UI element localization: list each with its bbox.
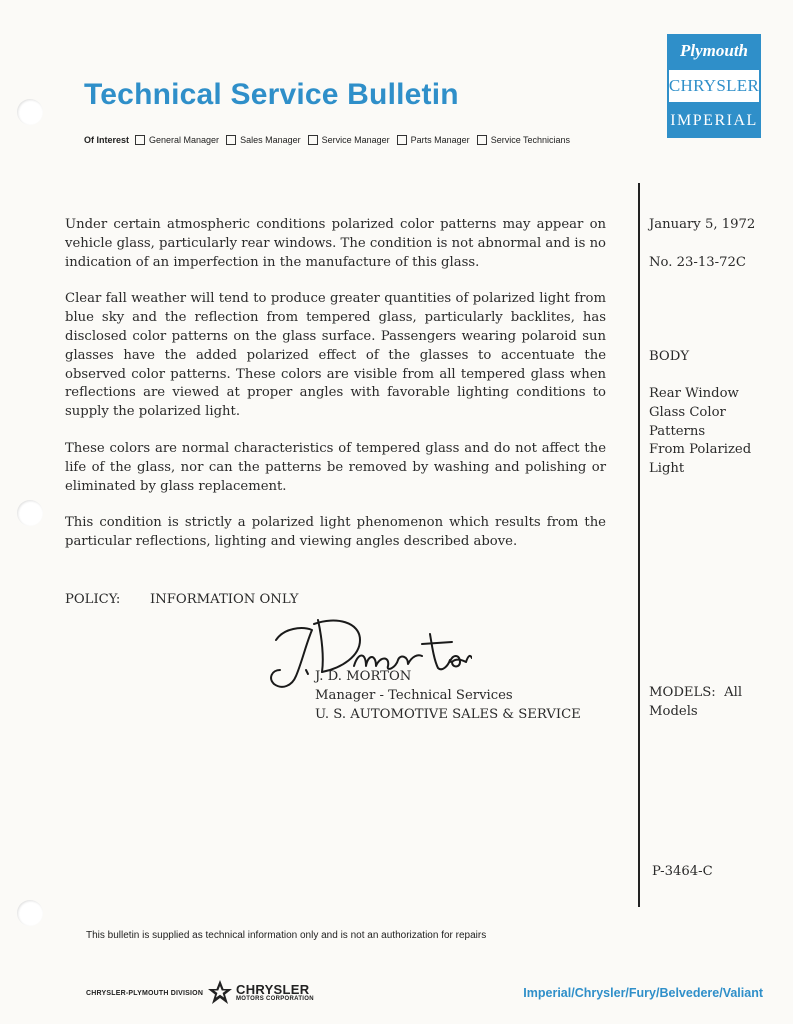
bulletin-body [65,216,606,570]
form-number: P-3464-C [652,864,713,879]
checkbox-sales-manager[interactable]: Sales Manager [226,135,301,145]
interest-label: Of Interest [84,135,130,145]
division-name: CHRYSLER-PLYMOUTH DIVISION [86,990,204,997]
footer-disclaimer: This bulletin is supplied as technical information only and is not an authorization for repairs [86,930,487,941]
checkbox-parts-manager[interactable]: Parts Manager [397,135,470,145]
checkbox-box [308,135,318,145]
signer-org: U. S. AUTOMOTIVE SALES & SERVICE [315,707,581,722]
subject-line: Glass Color [649,404,726,420]
checkbox-service-manager[interactable]: Service Manager [308,135,390,145]
subject-line: Light [649,461,685,477]
punch-hole-bottom [17,900,43,926]
corp-name: CHRYSLER [236,981,310,997]
policy-value: INFORMATION ONLY [150,592,299,607]
subject-line: Patterns [649,423,706,439]
checkbox-box [397,135,407,145]
models-line-1: MODELS: All [649,685,743,700]
policy-line [65,592,298,607]
corp-subtitle: MOTORS CORPORATION [236,995,314,1002]
bulletin-subject [649,385,751,479]
bulletin-models [649,684,742,722]
chrysler-logo: CHRYSLER [667,68,761,104]
interest-checklist [84,135,577,145]
brand-logos [667,34,761,138]
signer-block [315,667,581,724]
checkbox-box [135,135,145,145]
signer-name: J. D. MORTON [315,669,412,684]
checkbox-box [226,135,236,145]
plymouth-logo: Plymouth [667,34,761,68]
body-paragraph: These colors are normal characteristics of tempered glass and do not affect the life of the glass, nor can the patterns be removed by washing and polishing or eliminated by glass replacement. [65,440,606,494]
checkbox-box [477,135,487,145]
column-divider [638,183,640,907]
imperial-logo: IMPERIAL [667,104,761,138]
pentastar-icon [207,979,233,1005]
bulletin-title: Technical Service Bulletin [84,78,459,111]
punch-hole-top [17,99,43,125]
signer-title: Manager - Technical Services [315,688,513,703]
punch-hole-middle [17,500,43,526]
checkbox-service-technicians[interactable]: Service Technicians [477,135,570,145]
subject-line: From Polarized [649,442,752,458]
policy-label: POLICY: [65,592,121,607]
bulletin-date: January 5, 1972 [649,217,756,232]
chrysler-corp-logo [207,979,314,1005]
bulletin-category: BODY [649,349,690,364]
bulletin-number: No. 23-13-72C [649,255,746,270]
body-paragraph: Clear fall weather will tend to produce greater quantities of polarized light from blue sky and the reflection from tempered glass, particularly backlites, has disclosed color patterns on the glass surface. Passengers wearing polaroid sun glasses have the added polarized effect of the glasses to accentuate the observed color patterns. These colors are visible from all tempered glass when reflections are viewed at proper angles with favorable lighting conditions to supply the polarized light. [65,291,606,420]
subject-line: Rear Window [649,386,739,401]
models-line-2: Models [649,703,698,719]
footer-models-line: Imperial/Chrysler/Fury/Belvedere/Valiant [523,986,763,1000]
body-paragraph: This condition is strictly a polarized light phenomenon which results from the particular reflections, lighting and viewing angles described above. [65,515,606,550]
checkbox-general-manager[interactable]: General Manager [135,135,219,145]
body-paragraph: Under certain atmospheric conditions polarized color patterns may appear on vehicle glass, particularly rear windows. The condition is not abnormal and is no indication of an imperfection in the manufacture of this glass. [65,217,606,270]
